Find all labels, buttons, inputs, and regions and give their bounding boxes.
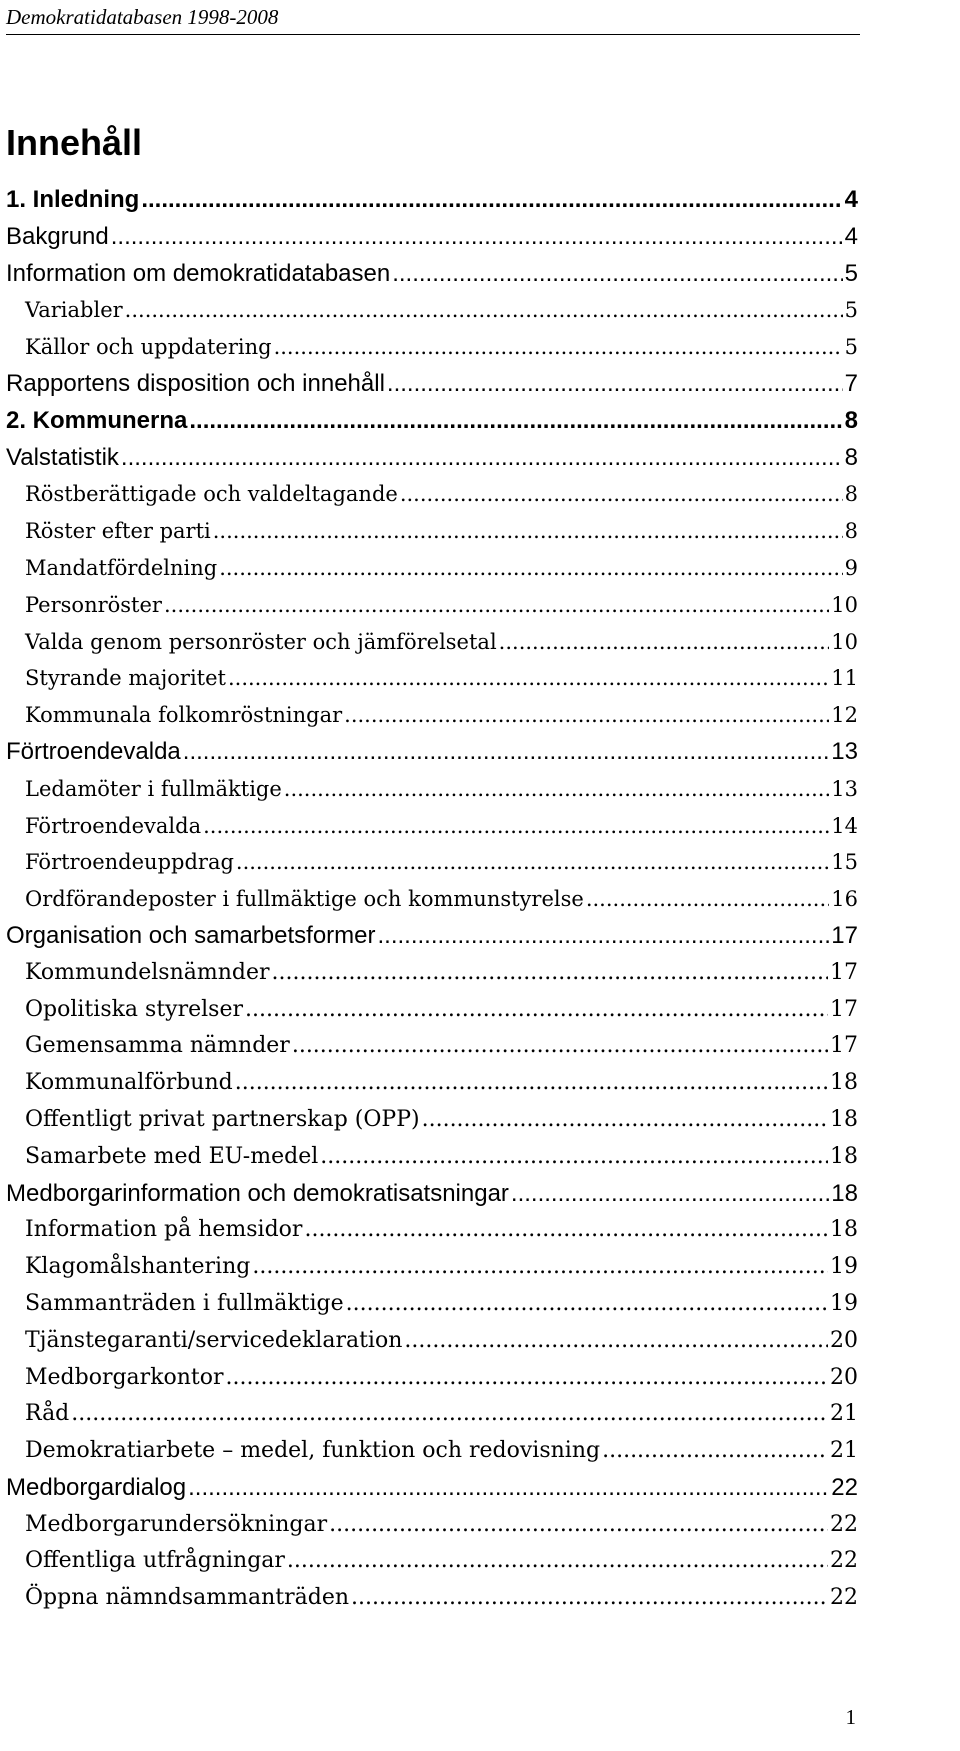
toc-entry-page: 7 (844, 369, 858, 397)
toc-dot-leader (422, 1102, 828, 1139)
toc-entry-label: Demokratiarbete – medel, funktion och redovisning (25, 1438, 601, 1464)
toc-entry[interactable] (6, 476, 858, 513)
toc-entry-page: 22 (830, 1548, 858, 1574)
toc-entry-label: Mandatfördelning (25, 555, 218, 580)
toc-dot-leader (71, 1396, 828, 1433)
toc-entry-page: 13 (831, 776, 858, 801)
toc-entry-page: 14 (831, 813, 858, 838)
toc-entry-page: 8 (844, 482, 858, 507)
toc-dot-leader (245, 992, 828, 1029)
toc-entry[interactable] (6, 1139, 858, 1176)
toc-entry[interactable] (6, 1470, 858, 1507)
toc-entry-page: 18 (830, 1070, 858, 1096)
toc-dot-leader (164, 587, 829, 624)
toc-entry-page: 5 (844, 335, 858, 360)
toc-entry[interactable] (6, 513, 858, 550)
toc-entry-page: 5 (844, 259, 858, 287)
toc-entry[interactable] (6, 366, 858, 403)
toc-entry-page: 8 (844, 406, 858, 434)
toc-entry-page: 15 (831, 850, 858, 875)
toc-dot-leader (274, 329, 843, 366)
toc-entry-label: 2. Kommunerna (6, 406, 188, 434)
running-title: Demokratidatabasen 1998-2008 (6, 5, 279, 29)
table-of-contents (6, 182, 858, 1617)
toc-entry[interactable] (6, 292, 858, 329)
toc-entry-label: Ordförandeposter i fullmäktige och kommunstyrelse (25, 887, 584, 912)
toc-entry[interactable] (6, 881, 858, 918)
toc-entry-label: Kommundelsnämnder (25, 959, 270, 985)
toc-entry[interactable] (6, 182, 858, 219)
toc-entry-page: 18 (830, 1143, 858, 1169)
toc-entry[interactable] (6, 1433, 858, 1470)
toc-entry-page: 17 (830, 959, 858, 985)
toc-entry[interactable] (6, 734, 858, 771)
toc-dot-leader (188, 1470, 829, 1507)
toc-dot-leader (213, 513, 843, 550)
toc-entry-page: 18 (830, 1217, 858, 1243)
toc-entry[interactable] (6, 1212, 858, 1249)
toc-dot-leader (125, 292, 843, 329)
toc-entry-label: Medborgarkontor (25, 1364, 224, 1390)
toc-entry[interactable] (6, 1028, 858, 1065)
toc-entry-page: 4 (844, 186, 858, 213)
toc-entry-label: Förtroendevalda (6, 737, 181, 765)
toc-entry-label: Kommunalförbund (25, 1070, 233, 1096)
toc-dot-leader (586, 881, 829, 918)
toc-entry[interactable] (6, 660, 858, 697)
toc-entry[interactable] (6, 1360, 858, 1397)
toc-dot-leader (351, 1580, 828, 1617)
toc-entry-label: Tjänstegaranti/servicedeklaration (25, 1327, 403, 1353)
toc-entry[interactable] (6, 1507, 858, 1544)
toc-entry-page: 10 (831, 629, 858, 654)
toc-dot-leader (141, 182, 842, 219)
toc-entry[interactable] (6, 1249, 858, 1286)
toc-entry-page: 18 (831, 1179, 858, 1207)
toc-entry[interactable] (6, 1323, 858, 1360)
toc-entry-label: Variabler (25, 298, 123, 323)
toc-entry-label: Valstatistik (6, 443, 119, 471)
toc-entry-page: 13 (831, 737, 858, 765)
toc-entry-page: 12 (831, 703, 858, 728)
toc-entry[interactable] (6, 587, 858, 624)
toc-dot-leader (111, 219, 843, 256)
toc-dot-leader (203, 808, 829, 845)
toc-entry-page: 11 (831, 666, 858, 691)
toc-entry[interactable] (6, 1543, 858, 1580)
toc-dot-leader (121, 440, 843, 477)
toc-entry-label: Samarbete med EU-medel (25, 1143, 319, 1169)
toc-dot-leader (284, 771, 829, 808)
toc-dot-leader (252, 1249, 828, 1286)
toc-entry-label: Förtroendeuppdrag (25, 850, 234, 875)
toc-entry-label: Röstberättigade och valdeltagande (25, 482, 398, 507)
toc-entry[interactable] (6, 1065, 858, 1102)
toc-entry[interactable] (6, 440, 858, 477)
toc-entry[interactable] (6, 697, 858, 734)
toc-entry[interactable] (6, 624, 858, 661)
toc-entry-label: Klagomålshantering (25, 1254, 251, 1280)
toc-entry-label: Information om demokratidatabasen (6, 259, 391, 287)
toc-entry[interactable] (6, 918, 858, 955)
toc-dot-leader (219, 550, 842, 587)
toc-dot-leader (400, 476, 843, 513)
toc-dot-leader (344, 697, 829, 734)
toc-entry-label: Organisation och samarbetsformer (6, 921, 376, 949)
toc-entry-page: 20 (830, 1364, 858, 1390)
toc-dot-leader (189, 403, 842, 440)
toc-entry[interactable] (6, 1580, 858, 1617)
toc-entry[interactable] (6, 1286, 858, 1323)
toc-dot-leader (320, 1139, 828, 1176)
toc-entry-label: Medborgarundersökningar (25, 1511, 328, 1537)
toc-entry-label: 1. Inledning (6, 186, 140, 213)
toc-entry-page: 19 (830, 1290, 858, 1316)
toc-dot-leader (287, 1543, 828, 1580)
toc-entry-label: Opolitiska styrelser (25, 996, 244, 1022)
toc-dot-leader (236, 844, 829, 881)
toc-entry-page: 5 (844, 298, 858, 323)
toc-entry-label: Öppna nämndsammanträden (25, 1585, 350, 1611)
toc-entry-label: Ledamöter i fullmäktige (25, 776, 282, 801)
toc-entry-label: Offentligt privat partnerskap (OPP) (25, 1106, 420, 1132)
toc-entry-label: Medborgardialog (6, 1473, 187, 1501)
toc-dot-leader (235, 1065, 828, 1102)
toc-entry[interactable] (6, 256, 858, 293)
toc-entry[interactable] (6, 844, 858, 881)
toc-entry-page: 21 (830, 1401, 858, 1427)
toc-entry-label: Personröster (25, 592, 162, 617)
toc-dot-leader (387, 366, 843, 403)
toc-entry-label: Offentliga utfrågningar (25, 1548, 285, 1574)
toc-entry[interactable] (6, 1102, 858, 1139)
toc-entry[interactable] (6, 1396, 858, 1433)
toc-entry-label: Förtroendevalda (25, 813, 202, 838)
toc-entry[interactable] (6, 771, 858, 808)
toc-dot-leader (292, 1028, 828, 1065)
toc-entry-label: Valda genom personröster och jämförelsetal (25, 629, 497, 654)
toc-entry[interactable] (6, 992, 858, 1029)
toc-entry-label: Sammanträden i fullmäktige (25, 1290, 344, 1316)
toc-entry-page: 9 (844, 555, 858, 580)
toc-entry[interactable] (6, 403, 858, 440)
toc-entry-page: 18 (830, 1106, 858, 1132)
toc-dot-leader (511, 1176, 829, 1213)
toc-dot-leader (392, 256, 842, 293)
toc-entry-page: 17 (831, 921, 858, 949)
toc-entry-page: 16 (831, 887, 858, 912)
toc-entry-label: Styrande majoritet (25, 666, 226, 691)
toc-dot-leader (378, 918, 830, 955)
toc-dot-leader (272, 955, 828, 992)
toc-entry-page: 19 (830, 1254, 858, 1280)
toc-entry-page: 8 (844, 519, 858, 544)
toc-entry[interactable] (6, 955, 858, 992)
toc-entry-label: Rapportens disposition och innehåll (6, 369, 385, 397)
toc-entry-label: Kommunala folkomröstningar (25, 703, 343, 728)
toc-entry-page: 17 (830, 1033, 858, 1059)
toc-entry-label: Information på hemsidor (25, 1217, 303, 1243)
toc-dot-leader (183, 734, 830, 771)
toc-entry[interactable] (6, 219, 858, 256)
toc-entry-label: Bakgrund (6, 222, 109, 250)
toc-dot-leader (329, 1507, 828, 1544)
toc-entry-page: 20 (830, 1327, 858, 1353)
page-title: Innehåll (6, 122, 143, 163)
running-header (6, 2, 860, 35)
toc-dot-leader (404, 1323, 828, 1360)
toc-entry-page: 4 (844, 222, 858, 250)
toc-dot-leader (602, 1433, 828, 1470)
toc-dot-leader (226, 1360, 828, 1397)
toc-entry-label: Medborgarinformation och demokratisatsningar (6, 1179, 509, 1207)
toc-entry-page: 22 (830, 1585, 858, 1611)
toc-dot-leader (228, 660, 829, 697)
toc-entry-page: 22 (831, 1473, 858, 1501)
toc-dot-leader (499, 624, 830, 661)
toc-entry-label: Råd (25, 1401, 70, 1427)
page-number: 1 (845, 1705, 856, 1729)
toc-entry-page: 10 (831, 592, 858, 617)
toc-entry-page: 8 (844, 443, 858, 471)
toc-entry[interactable] (6, 550, 858, 587)
toc-dot-leader (346, 1286, 828, 1323)
toc-entry[interactable] (6, 1176, 858, 1213)
toc-entry-page: 21 (830, 1438, 858, 1464)
toc-entry-page: 17 (830, 996, 858, 1022)
toc-dot-leader (304, 1212, 828, 1249)
toc-entry[interactable] (6, 329, 858, 366)
toc-entry-label: Röster efter parti (25, 519, 211, 544)
toc-entry-label: Källor och uppdatering (25, 335, 272, 360)
toc-entry-label: Gemensamma nämnder (25, 1033, 290, 1059)
toc-entry-page: 22 (830, 1511, 858, 1537)
toc-entry[interactable] (6, 808, 858, 845)
